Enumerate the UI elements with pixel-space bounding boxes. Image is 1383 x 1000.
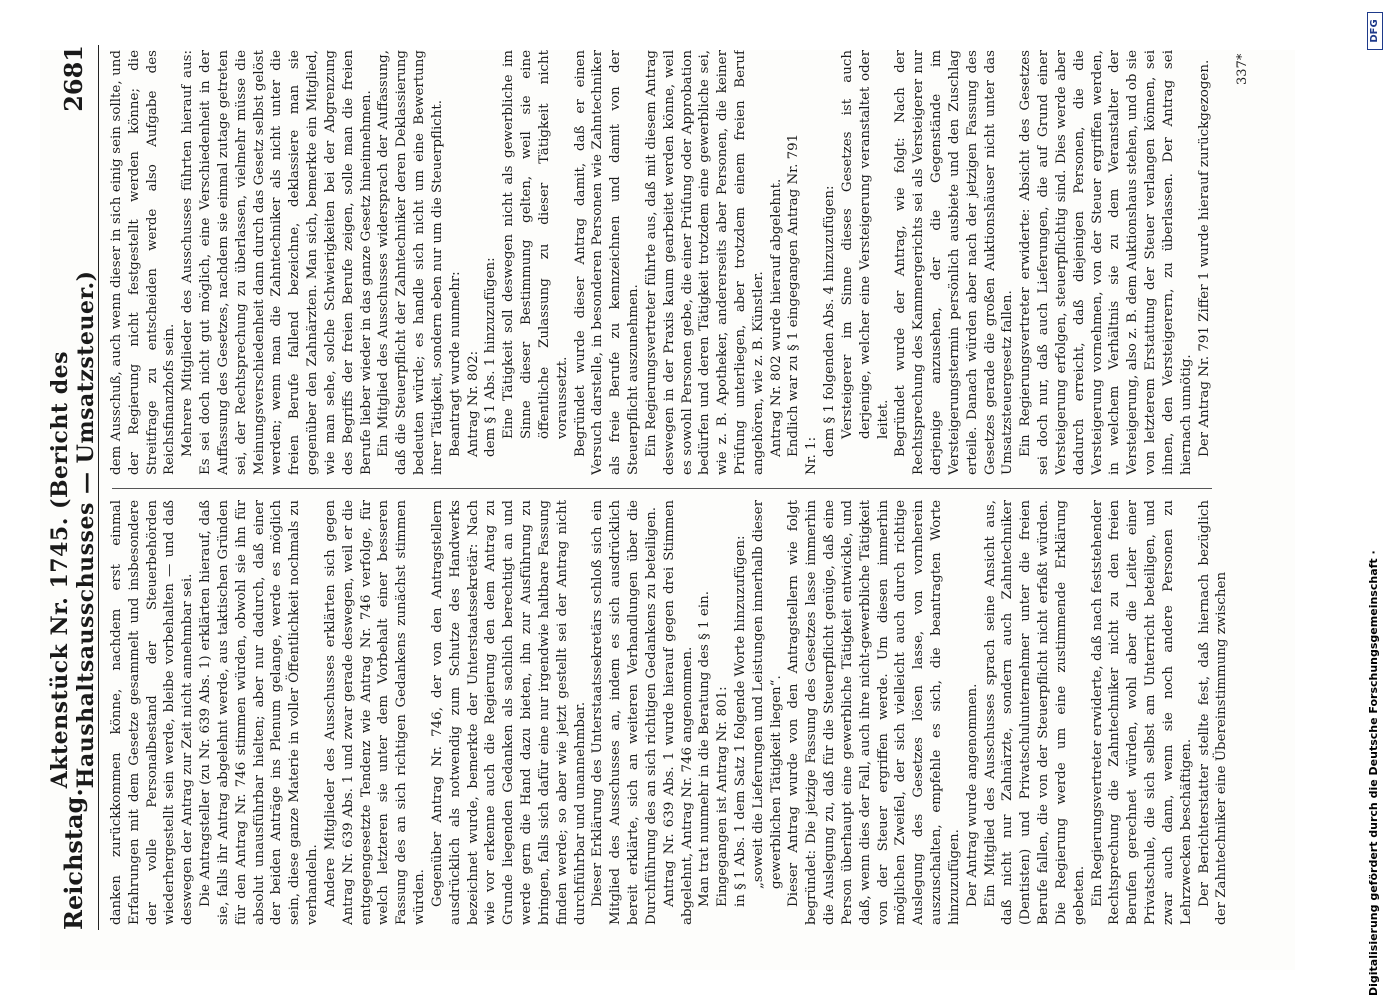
- paragraph: dem § 1 Abs. 1 hinzuzufügen:: [483, 257, 499, 457]
- paragraph: in § 1 Abs. 1 dem Satz 1 folgende Worte hinzuzufügen:: [732, 535, 748, 907]
- digitization-credit: [1366, 6, 1382, 996]
- column-divider: [112, 488, 1212, 489]
- paragraph: Begründet wurde dieser Antrag damit, daß er einen Versuch darstelle, in besonderen Personen wie Zahntechniker als freie Berufe zu kennzeichnen und damit von der Steuerpflicht auszunehmen.: [572, 50, 642, 475]
- paragraph: Andere Mitglieder des Ausschusses erklärten sich gegen Antrag Nr. 639 Abs. 1 und zwar gerade deswegen, weil er die entgegengesetzte Tendenz wie Antrag Nr. 746 verfolge, für welch letzteren sie unter dem Vorbehalt einer besseren Fassung des an sich richtigen Gedankens zunächst stimmen würden.: [322, 500, 428, 925]
- paragraph: Der Antrag Nr. 791 Ziffer 1 wurde hierauf zurückgezogen.: [1196, 59, 1212, 457]
- paragraph: Mehrere Mitglieder des Ausschusses führten hierauf aus: Es sei doch nicht gut möglich, eine Verschiedenheit in der Auffassung des Gesetzes, nachdem sie einmal zutage getreten sei, der Rechtsprechung zu überlassen, vielmehr müsse die Meinungsverschiedenheit dann durch das Gesetz selbst gelöst werden; wenn man die Zahntechniker als nicht unter die freien Berufe fallend bezeichne, deklassiere man sie gegenüber den Zahnärzten. Man sich, bemerkte ein Mitglied, wie man sehe, solche Schwierigkeiten bei der Abgrenzung des Begriffs der freien Berufe zeigen, solle man die freien Berufe lieber wieder in das ganze Gesetz hineinnehmen.: [180, 50, 374, 475]
- paragraph: dem § 1 folgenden Abs. 4 hinzuzufügen:: [822, 185, 838, 457]
- paragraph: Ein Mitglied des Ausschusses widersprach der Auffassung, daß die Steuerpflicht der Zahntechniker deren Deklassierung bedeuten würde; es handle sich nicht um eine Bewertung ihrer Tätigkeit, sondern eben nur um die Steuerpflicht.: [376, 50, 445, 475]
- paragraph: Der Berichterstatter stellte fest, daß hiernach bezüglich der Zahntechniker eine Übereinstimmung zwischen: [1196, 500, 1230, 925]
- scanned-page: [40, 45, 1295, 970]
- text-column-left: [108, 500, 1258, 925]
- dfg-logo: [1367, 12, 1383, 50]
- paragraph: Ein Regierungsvertreter erwiderte: Absicht des Gesetzes sei doch nur, daß auch Lieferungen, die auf Grund einer Versteigerung erfolgen, steuerpflichtig sind. Dies werde aber dadurch erreicht, daß diejenigen Personen, die die Versteigerung vornehmen, von der Steuer ergriffen werden, in welchem Verhältnis sie zu dem Veranstalter der Versteigerung, also z. B. dem Auktionshaus stehen, und ob sie von letzterem Erstattung der Steuer verlangen können, sei ihnen, den Versteigerern, zu überlassen. Der Antrag sei hiernach unnötig.: [1018, 50, 1194, 475]
- running-head: [48, 45, 99, 930]
- paragraph: Nr. 1:: [804, 436, 820, 475]
- paragraph: Ein Regierungsvertreter führte aus, daß mit diesem Antrag deswegen in der Praxis kaum gearbeitet werden könne, weil es sowohl Personen gebe, die einer Prüfung oder Approbation bedürfen und deren Tätigkeit trotzdem eine gewerbliche sei, wie z. B. Apotheker, andererseits aber Personen, die keiner Prüfung unterliegen, aber trotzdem einem freien Beruf angehören, wie z. B. Künstler.: [643, 50, 766, 475]
- paragraph: Eine Tätigkeit soll deswegen nicht als gewerbliche im Sinne dieser Bestimmung gelten, weil sie eine öffentliche Zulassung zu dieser Tätigkeit nicht voraussetzt.: [501, 50, 570, 439]
- header-left: Reichstag.: [58, 788, 88, 930]
- page-number: 2681: [58, 45, 88, 112]
- paragraph: Der Antrag wurde angenommen.: [964, 683, 980, 907]
- paragraph: Eingegangen ist Antrag Nr. 801:: [715, 686, 731, 907]
- paragraph: Ein Regierungsvertreter erwiderte, daß nach feststehender Rechtsprechung die Zahntechniker nicht zu den freien Berufen gerechnet würden, wohl aber die Leiter einer Privatschule, die sich selbst am Unterricht beteiligen, und zwar auch dann, wenn sie noch andere Personen zu Lehrzwecken beschäftigen.: [1089, 500, 1194, 925]
- dfg-logo-text: DFG: [1369, 19, 1380, 43]
- paragraph: Versteigerer im Sinne dieses Gesetzes ist auch derjenige, welcher eine Versteigerung veranstaltet oder leitet.: [839, 50, 891, 439]
- paragraph: Man trat nunmehr in die Beratung des § 1 ein.: [697, 590, 713, 907]
- credit-text: Digitalisierung gefördert durch die Deutsche Forschungsgemeinschaft ·: [1367, 550, 1380, 996]
- paragraph: Dieser Antrag wurde von den Antragstellern wie folgt begründet: Die jetzige Fassung des Gesetzes lasse immerhin die Auslegung zu, daß für die Steuerpflicht genüge, daß eine Person überhaupt eine gewerbliche Tätigkeit entwickle, und daß, wenn dies der Fall, auch ihre nicht-gewerbliche Tätigkeit von der Steuer ergriffen werde. Um diesen immerhin möglichen Zweifel, der sich vielleicht auch durch richtige Auslegung des Gesetzes lösen lasse, von vornherein auszuschalten, empfehle es sich, die beantragten Worte hinzuzufügen.: [786, 500, 962, 925]
- paragraph: Ein Mitglied des Ausschusses sprach seine Ansicht aus, daß nicht nur Zahnärzte, sondern auch Zahntechniker (Dentisten) und Privatschulunternehmer unter die freien Berufe fallen, die von der Steuerpflicht nicht erfaßt würden. Die Regierung werde um eine zustimmende Erklärung gebeten.: [982, 500, 1087, 925]
- paragraph: dem Ausschuß, auch wenn dieser in sich einig sein sollte, und der Regierung nicht festgestellt werden könne; die Streitfrage zu entscheiden werde also Aufgabe des Reichsfinanzhofs sein.: [109, 50, 178, 475]
- paragraph: Dieser Erklärung des Unterstaatssekretärs schloß sich ein Mitglied des Ausschusses an, indem es sich ausdrücklich bereit erklärte, sich an weiteren Verhandlungen über die Durchführung des an sich richtigen Gedankens zu beteiligen.: [590, 500, 659, 925]
- paragraph: Antrag Nr. 802:: [465, 350, 481, 457]
- folio-mark: 337*: [1235, 53, 1250, 85]
- paragraph: Beantragt wurde nunmehr:: [447, 271, 463, 457]
- paragraph: „soweit die Lieferungen und Leistungen innerhalb dieser gewerblichen Tätigkeit liegen“.: [750, 500, 784, 889]
- paragraph: Antrag Nr. 639 Abs. 1 wurde hierauf gegen drei Stimmen abgelehnt, Antrag Nr. 746 angenommen.: [661, 500, 695, 925]
- header-title: Aktenstück Nr. 1745. (Bericht des Haushaltsausschusses — Umsatzsteuer.): [47, 270, 99, 789]
- paragraph: danken zurückkommen könne, nachdem erst einmal Erfahrungen mit dem Gesetze gesammelt und insbesondere der volle Personalbestand der Steuerbehörden wiederhergestellt sein werde, bleibe vorbehalten — und daß deswegen der Antrag zur Zeit nicht annehmbar sei.: [109, 500, 196, 925]
- text-column-right: [108, 50, 1258, 475]
- paragraph: Endlich war zu § 1 eingegangen Antrag Nr. 791: [786, 133, 802, 457]
- paragraph: Antrag Nr. 802 wurde hierauf abgelehnt.: [768, 178, 784, 457]
- paragraph: Begründet wurde der Antrag, wie folgt: Nach der Rechtsprechung des Kammergerichts sei als Versteigerer nur derjenige anzusehen, der die Gegenstände im Versteigerungstermin persönlich ausbiete und den Zuschlag erteile. Danach würden aber nach der jetzigen Fassung des Gesetzes gerade die großen Auktionshäuser nicht unter das Umsatzsteuergesetz fallen.: [893, 50, 1016, 475]
- paragraph: Die Antragsteller (zu Nr. 639 Abs. 1) erklärten hierauf, daß sie, falls ihr Antrag abgelehnt werde, aus taktischen Gründen für den Antrag Nr. 746 stimmen würden, obwohl sie ihn für absolut unausführbar hielten; aber nur dadurch, daß einer der beiden Anträge ins Plenum gelange, werde es möglich sein, diese ganze Materie in voller Öffentlichkeit nochmals zu verhandeln.: [198, 500, 321, 925]
- paragraph: Gegenüber Antrag Nr. 746, der von den Antragstellern ausdrücklich als notwendig zum Schutze des Handwerks bezeichnet wurde, bemerkte der Unterstaatssekretär: Nach wie vor erkenne auch die Regierung den dem Antrag zu Grunde liegenden Gedanken als sachlich berechtigt an und werde gern die Hand dazu bieten, ihn zur Ausführung zu bringen, falls sich dafür eine nur irgendwie haltbare Fassung finden werde; so aber wie jetzt gestellt sei der Antrag nicht durchführbar und unannehmbar.: [429, 500, 588, 925]
